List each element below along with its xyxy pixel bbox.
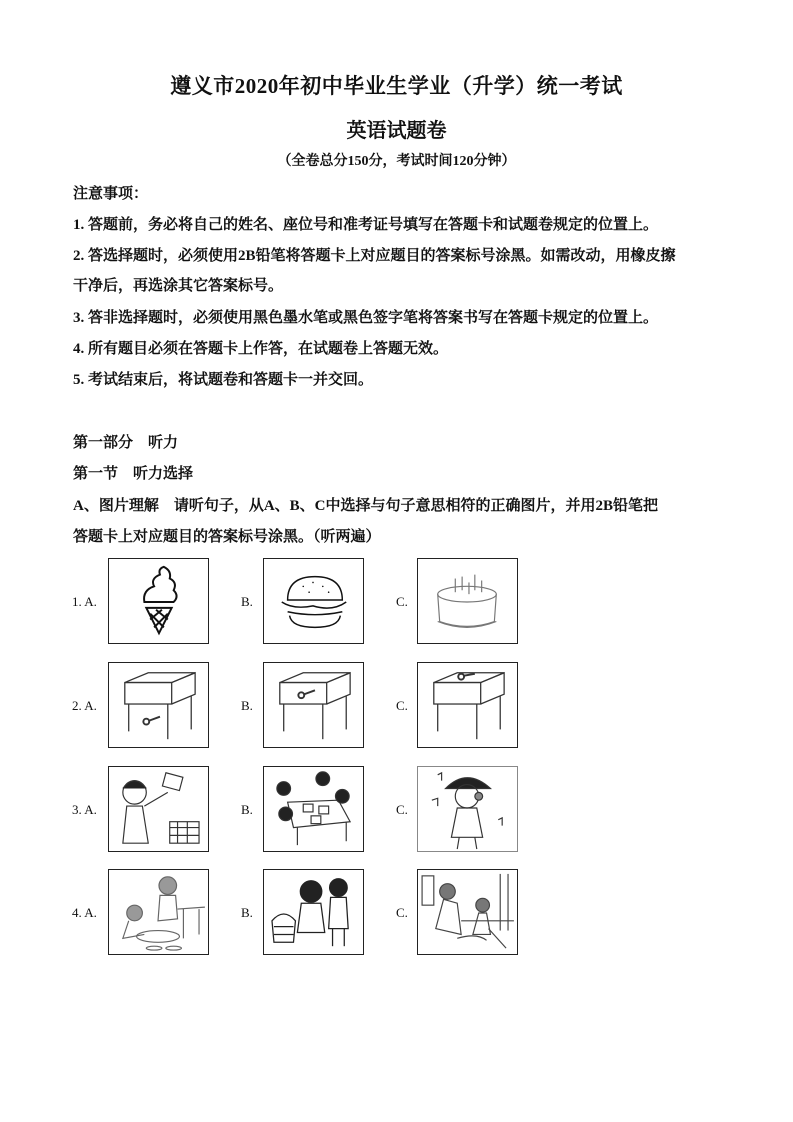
hamburger-image	[263, 558, 364, 644]
table-icon	[264, 663, 363, 747]
page-subtitle: 英语试题卷	[346, 120, 447, 142]
mother-daughter-cleaning-image	[417, 869, 518, 955]
children-table-icon	[264, 767, 363, 851]
question-number: 4. A.	[72, 905, 97, 920]
option-label: B.	[241, 905, 253, 920]
birthday-cake-image	[417, 558, 518, 644]
notice-item: 3. 答非选择题时，必须使用黑色墨水笔或黑色签字笔将答案书写在答题卡规定的位置上。	[73, 310, 659, 326]
part-heading: 第一部分 听力	[73, 435, 179, 451]
child-washing-feet-image	[108, 869, 209, 955]
page-title: 遵义市2020年初中毕业生学业（升学）统一考试	[170, 74, 623, 98]
notice-item: 5. 考试结束后，将试题卷和答题卡一并交回。	[73, 372, 374, 388]
girl-card-icon	[109, 767, 208, 851]
table-icon	[109, 663, 208, 747]
question-number: 3. A.	[72, 802, 97, 817]
table-icon	[418, 663, 517, 747]
keys-on-table-image	[417, 662, 518, 748]
subsection-heading: 第一节 听力选择	[73, 466, 194, 482]
notice-item: 1. 答题前，务必将自己的姓名、座位号和准考证号填写在答题卡和试题卷规定的位置上。	[73, 217, 659, 233]
option-label: C.	[396, 905, 408, 920]
option-label: C.	[396, 698, 408, 713]
ice-cream-icon	[109, 559, 208, 643]
washing-feet-icon	[109, 870, 208, 954]
girl-holding-card-image	[108, 766, 209, 852]
option-label: C.	[396, 594, 408, 609]
girl-music-icon	[418, 767, 517, 851]
massage-icon	[264, 870, 363, 954]
instruction: A、图片理解 请听句子，从A、B、C中选择与句子意思相符的正确图片，并用2B铅笔把	[73, 498, 659, 514]
option-label: B.	[241, 698, 253, 713]
question-number: 2. A.	[72, 698, 97, 713]
option-label: B.	[241, 802, 253, 817]
exam-note: （全卷总分150分，考试时间120分钟）	[277, 154, 516, 169]
hamburger-icon	[264, 559, 363, 643]
keys-in-table-image	[263, 662, 364, 748]
notice-heading: 注意事项：	[73, 186, 149, 202]
girl-listening-music-image	[417, 766, 518, 852]
option-label: B.	[241, 594, 253, 609]
notice-item: 干净后，再选涂其它答案标号。	[73, 278, 284, 294]
question-number: 1. A.	[72, 594, 97, 609]
notice-item: 2. 答选择题时，必须使用2B铅笔将答题卡上对应题目的答案标号涂黑。如需改动，用橡皮擦	[73, 248, 676, 264]
ice-cream-image	[108, 558, 209, 644]
option-label: C.	[396, 802, 408, 817]
keys-under-table-image	[108, 662, 209, 748]
notice-item: 4. 所有题目必须在答题卡上作答，在试题卷上答题无效。	[73, 341, 449, 357]
child-massaging-grandma-image	[263, 869, 364, 955]
children-at-table-image	[263, 766, 364, 852]
cleaning-icon	[418, 870, 517, 954]
cake-icon	[418, 559, 517, 643]
instruction: 答题卡上对应题目的答案标号涂黑。（听两遍）	[73, 529, 381, 545]
